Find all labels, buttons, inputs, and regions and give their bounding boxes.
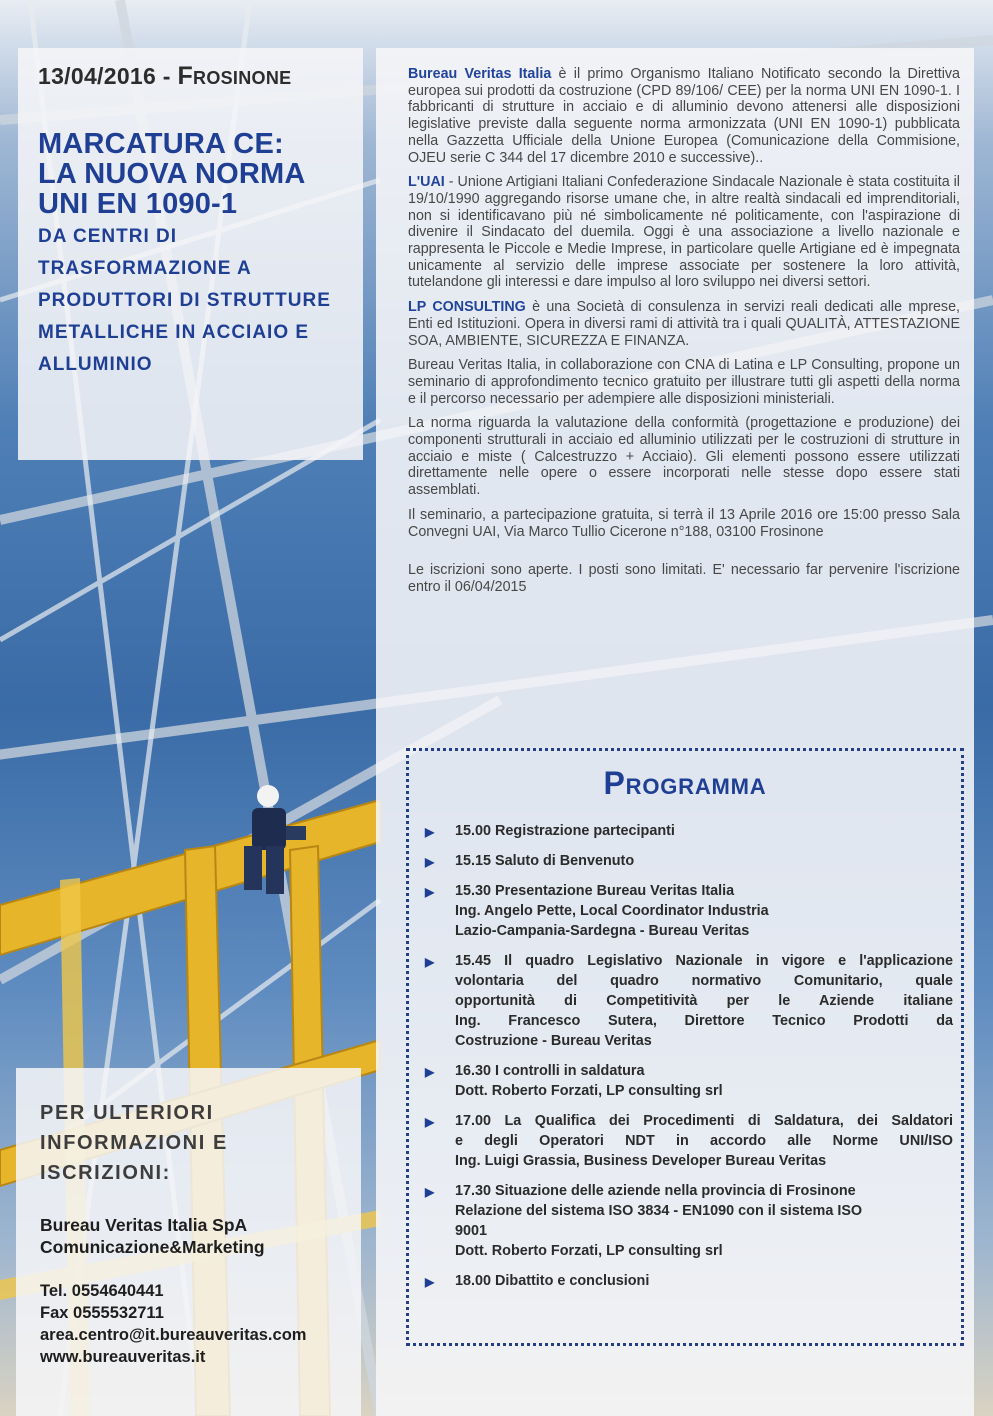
bullet-arrow-icon: ▶ bbox=[425, 825, 435, 839]
info-panel bbox=[16, 1068, 361, 1416]
bullet-arrow-icon: ▶ bbox=[425, 1185, 435, 1199]
program-item-line: opportunità di Competitività per le Aziende italiane bbox=[455, 993, 953, 1009]
body-panel bbox=[376, 48, 974, 1416]
program-item bbox=[423, 851, 953, 871]
program-item-line: Dott. Roberto Forzati, LP consulting srl bbox=[455, 1243, 723, 1259]
website-link[interactable]: www.bureauveritas.it bbox=[40, 1348, 206, 1366]
main-title bbox=[38, 129, 353, 219]
program-item-line: 15.15 Saluto di Benvenuto bbox=[455, 853, 635, 869]
subtitle-line: TRASFORMAZIONE A bbox=[38, 258, 252, 279]
main-title-line: MARCATURA CE: bbox=[38, 128, 284, 160]
paragraph-lp-consulting bbox=[408, 299, 960, 349]
paragraph-text: è una Società di consulenza in servizi reali dedicati alle mprese, Enti ed Istituzioni. Opera in diversi rami di attività tra i quali QUALITÀ, ATTESTAZIONE SOA, AMBIENTE, SICUREZZA E FINANZA. bbox=[408, 299, 960, 349]
program-item-line: 17.30 Situazione delle aziende nella provincia di Frosinone bbox=[455, 1183, 856, 1199]
program-item-line: 15.45 Il quadro Legislativo Nazionale in vigore e l'applicazione bbox=[455, 953, 953, 969]
email-link[interactable]: area.centro@it.bureauveritas.com bbox=[40, 1326, 307, 1344]
bullet-arrow-icon: ▶ bbox=[425, 1275, 435, 1289]
program-item bbox=[423, 1111, 953, 1171]
program-item-line: Ing. Luigi Grassia, Business Developer Bureau Veritas bbox=[455, 1153, 827, 1169]
event-city: Frosinone bbox=[177, 62, 292, 90]
paragraph-registration: Le iscrizioni sono aperte. I posti sono limitati. E' necessario far pervenire l'iscrizione entro il 06/04/2015 bbox=[408, 562, 960, 595]
main-title-line: UNI EN 1090-1 bbox=[38, 188, 238, 220]
main-title-line: LA NUOVA NORMA bbox=[38, 158, 306, 190]
program-item-line: Ing. Francesco Sutera, Direttore Tecnico Prodotti da bbox=[455, 1013, 953, 1029]
program-item bbox=[423, 1181, 953, 1261]
program-item-line: 9001 bbox=[455, 1223, 488, 1239]
bullet-arrow-icon: ▶ bbox=[425, 955, 435, 969]
phone-number: Tel. 0554640441 bbox=[40, 1282, 164, 1300]
paragraph-seminar-details: Il seminario, a partecipazione gratuita, si terrà il 13 Aprile 2016 ore 15:00 presso Sala Convegni UAI, Via Marco Tullio Cicerone n°188, 03100 Frosinone bbox=[408, 506, 960, 540]
fax-number: Fax 0555532711 bbox=[40, 1304, 164, 1322]
subtitle bbox=[38, 221, 353, 381]
program-item bbox=[423, 951, 953, 1051]
paragraph-bureau-veritas bbox=[408, 66, 960, 166]
paragraph-norm: La norma riguarda la valutazione della conformità (progettazione e produzione) dei componenti strutturali in acciaio ed alluminio utilizzati per le costruzioni di strutture in acciaio e miste ( Calcestruzzo + Acciaio). Gli elementi possono essere utilizzati direttamente nelle opere o essere incorporati nelle stesse dopo essere stati assemblati. bbox=[408, 415, 960, 499]
info-heading-line: PER ULTERIORI bbox=[40, 1102, 214, 1124]
program-item bbox=[423, 821, 953, 841]
paragraph-text: è il primo Organismo Italiano Notificato secondo la Direttiva europea sui prodotti da costruzione (CPD 89/106/ CEE) per la norma UNI EN 1090-1. I fabbricanti di strutture in acciaio e di alluminio devono attenersi alle disposizioni legislative previste dalla seguente norma armonizzata (UNI EN 1090-1) pubblicata nella Gazzetta Ufficiale della Unione Europea (Comunicazione della Commisione, OJEU serie C 344 del 17 dicembre 2010 e successive).. bbox=[408, 66, 960, 166]
company-name: Bureau Veritas Italia SpA bbox=[40, 1215, 248, 1235]
subtitle-line: DA CENTRI DI bbox=[38, 226, 178, 247]
event-date-location bbox=[38, 62, 353, 91]
company-block bbox=[40, 1214, 351, 1258]
bullet-arrow-icon: ▶ bbox=[425, 1115, 435, 1129]
subtitle-line: METALLICHE IN ACCIAIO E bbox=[38, 322, 310, 343]
paragraph-uai bbox=[408, 174, 960, 291]
bullet-arrow-icon: ▶ bbox=[425, 1065, 435, 1079]
company-department: Comunicazione&Marketing bbox=[40, 1237, 265, 1257]
program-item-line: Dott. Roberto Forzati, LP consulting srl bbox=[455, 1083, 723, 1099]
program-item bbox=[423, 1061, 953, 1101]
program-item-line: Lazio-Campania-Sardegna - Bureau Veritas bbox=[455, 923, 750, 939]
program-item-line: 15.30 Presentazione Bureau Veritas Italia bbox=[455, 883, 735, 899]
contacts-block bbox=[40, 1280, 351, 1368]
program-box bbox=[406, 748, 964, 1346]
program-title: Programma bbox=[603, 765, 767, 801]
title-panel bbox=[18, 48, 363, 460]
program-list bbox=[423, 821, 953, 1301]
program-item-line: 17.00 La Qualifica dei Procedimenti di Saldatura, dei Saldatori bbox=[455, 1113, 953, 1129]
subtitle-line: PRODUTTORI DI STRUTTURE bbox=[38, 290, 331, 311]
paragraph-text: - Unione Artigiani Italiani Confederazione Sindacale Nazionale è stata costituita il 19/10/1990 aggregando risorse umane che, in altre realtà sindacali ed imprenditoriali, non si identificavano più né simbolicamente né politicamente, con l'aspirazione di divenire il Sindacato del duemila. Oggi è una associazione a livello nazionale e rappresenta le Piccole e Medie Imprese, in particolare quelle Artigiane ed è impegnata unicamente al servizio delle imprese associate per sostenere la loro attività, tutelandone gli interessi e dare impulso al loro sviluppo nei diversi settori. bbox=[408, 174, 960, 291]
org-name: L'UAI bbox=[408, 174, 445, 191]
event-date: 13/04/2016 - bbox=[38, 63, 178, 89]
bullet-arrow-icon: ▶ bbox=[425, 885, 435, 899]
info-heading-line: ISCRIZIONI: bbox=[40, 1162, 171, 1184]
subtitle-line: ALLUMINIO bbox=[38, 354, 153, 375]
org-name: LP CONSULTING bbox=[408, 299, 526, 316]
paragraph-seminar-intro: Bureau Veritas Italia, in collaborazione con CNA di Latina e LP Consulting, propone un seminario di approfondimento tecnico gratuito per illustrare tutti gli aspetti della norma e il percorso necessario per adempiere alle disposizioni ministeriali. bbox=[408, 357, 960, 407]
program-item-line: volontaria del quadro normativo Comunitario, quale bbox=[455, 973, 953, 989]
program-item bbox=[423, 881, 953, 941]
body-text bbox=[408, 66, 960, 604]
program-item-line: Ing. Angelo Pette, Local Coordinator Industria bbox=[455, 903, 769, 919]
program-item-line: Relazione del sistema ISO 3834 - EN1090 con il sistema ISO bbox=[455, 1203, 863, 1219]
program-item-line: 18.00 Dibattito e conclusioni bbox=[455, 1273, 650, 1289]
program-item-line: Costruzione - Bureau Veritas bbox=[455, 1033, 652, 1049]
info-heading bbox=[40, 1098, 351, 1188]
program-item-line: e degli Operatori NDT in accordo alle Norme UNI/ISO bbox=[455, 1133, 953, 1149]
program-item bbox=[423, 1271, 953, 1291]
info-heading-line: INFORMAZIONI E bbox=[40, 1132, 228, 1154]
bullet-arrow-icon: ▶ bbox=[425, 855, 435, 869]
program-item-line: 16.30 I controlli in saldatura bbox=[455, 1063, 645, 1079]
org-name: Bureau Veritas Italia bbox=[408, 66, 552, 82]
program-item-line: 15.00 Registrazione partecipanti bbox=[455, 823, 675, 839]
